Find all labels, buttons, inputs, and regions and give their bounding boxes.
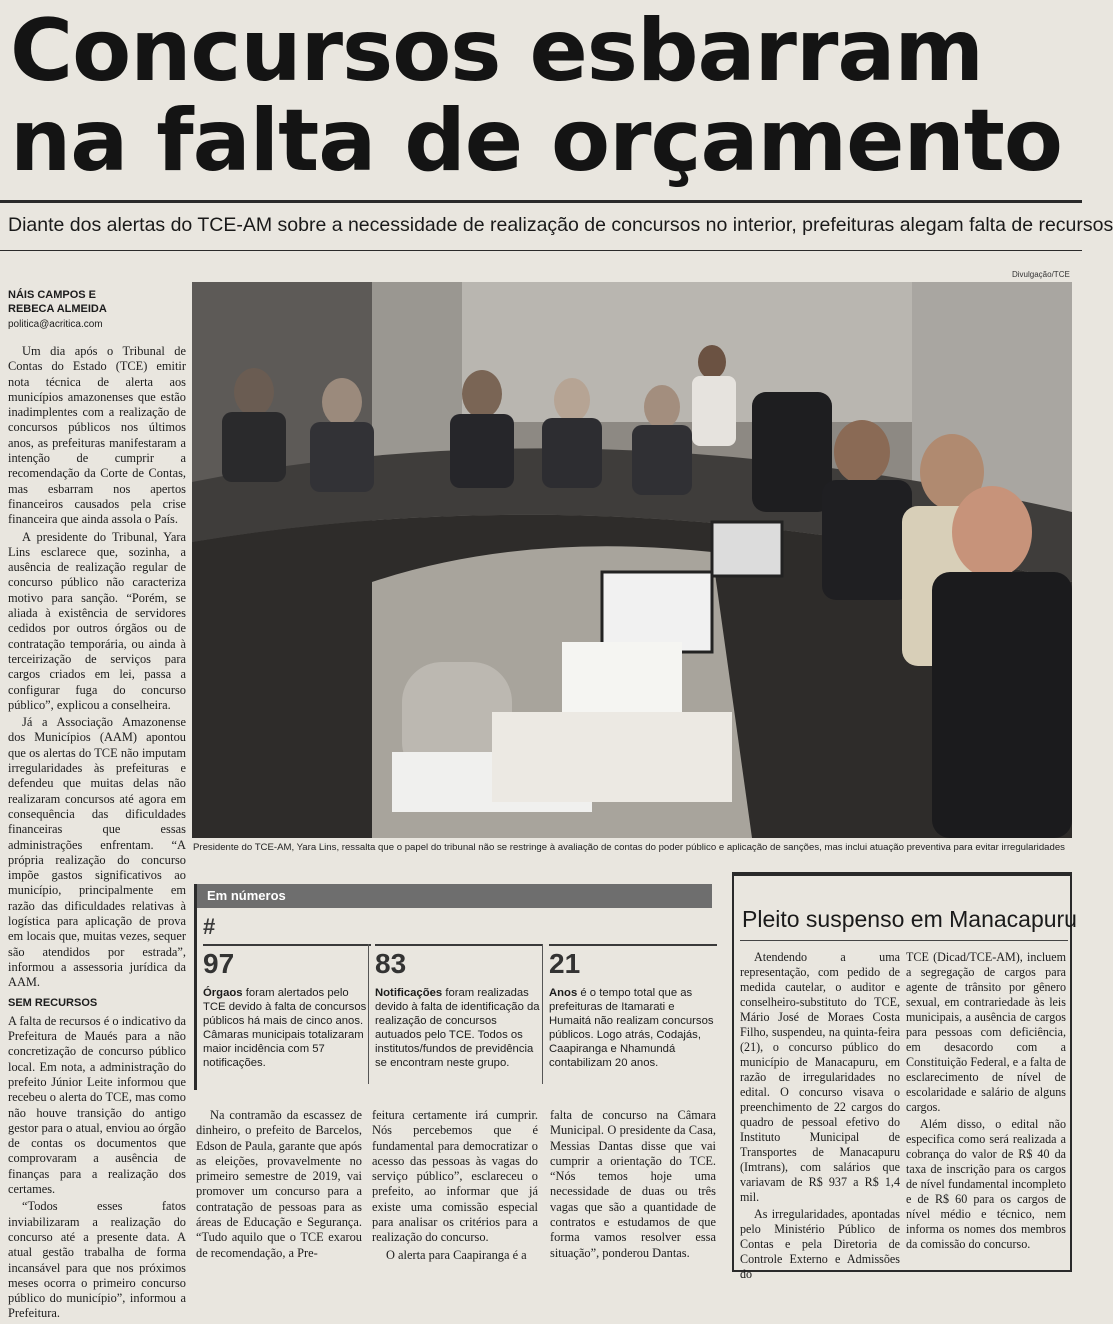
- stat-value-3: 21: [549, 944, 717, 982]
- stat-desc-2: foram realizadas devido à falta de identificação da realização de concursos autuados pelo TCE. Todos os institutos/fundos de previdência se encontram neste grupo.: [375, 987, 540, 1069]
- sidebar-paragraph-2: As irregularidades, apontadas pelo Ministério Público de Contas e pela Diretoria de Controle Externo e Admissões do: [740, 1207, 900, 1281]
- stat-divider-1: [368, 944, 369, 1084]
- left-column: [8, 344, 186, 1324]
- headline-line-2: na falta de orçamento: [10, 91, 1062, 191]
- stat-value-1: 97: [203, 944, 371, 982]
- bottom-column-2: [372, 1108, 538, 1265]
- photo-illustration: [192, 282, 1072, 838]
- bottom-column-1: [196, 1108, 362, 1263]
- stat-text-1: [203, 986, 371, 1070]
- byline-authors-1: NÁIS CAMPOS E: [8, 289, 97, 301]
- photo-caption: Presidente do TCE-AM, Yara Lins, ressalta que o papel do tribunal não se restringe à avaliação de contas do poder público e aplicação de sanções, mas inclui atuação preventiva para evitar irregularidades: [193, 842, 1065, 853]
- stat-value-2: 83: [375, 944, 543, 982]
- bottom-paragraph-3: falta de concurso na Câmara Municipal. O presidente da Casa, Messias Dantas disse que vai cumprir a orientação do TCE. “Nós temos hoje uma necessidade de duas ou três vagas que são a quantidade de contratos e estudamos de que forma vamos resolver essa situação”, ponderou Dantas.: [550, 1108, 716, 1260]
- stat-desc-3: é o tempo total que as prefeituras de Itamarati e Humaitá não realizam concursos públicos. Logo atrás, Codajás, Caapiranga e Nhamundá contabilizam 20 anos.: [549, 987, 714, 1069]
- stat-text-3: [549, 986, 717, 1070]
- sidebar-column-2: [906, 950, 1066, 1254]
- byline-email: politica@acritica.com: [8, 319, 103, 330]
- stat-desc-1: foram alertados pelo TCE devido à falta de concursos públicos há mais de cinco anos. Câmaras municipais totalizaram maior incidência com 57 notificações.: [203, 987, 367, 1069]
- stat-bold-1: Órgaos: [203, 987, 243, 999]
- em-numeros-box: [194, 884, 712, 1090]
- sidebar-title-rule: [740, 940, 1068, 941]
- sidebar-box: [732, 872, 1077, 1281]
- left-paragraph-2: A presidente do Tribunal, Yara Lins esclarece que, sozinha, a ausência de realização regular de concurso público não caracteriza motivo para sanção. “Porém, se aliada à existência de servidores cedidos por outros órgãos ou de contratação temporária, ou ainda à terceirização de serviços para cargos criados em lei, passa a configurar fuga do concurso público”, explicou a conselheira.: [8, 529, 186, 712]
- stat-text-2: [375, 986, 543, 1070]
- sidebar-paragraph-4: Além disso, o edital não especifica como será realizada a cobrança do valor de R$ 40 da taxa de inscrição para os cargos de nível fundamental incompleto e de R$ 60 para os cargos de nível médio e técnico, nem informa os nomes dos membros da comissão do concurso.: [906, 1117, 1066, 1251]
- stat-item-3: [549, 944, 717, 1070]
- tribunal-session-photo: [192, 282, 1072, 838]
- byline: [8, 288, 188, 316]
- byline-authors-2: REBECA ALMEIDA: [8, 303, 107, 315]
- stat-divider-2: [542, 944, 543, 1084]
- bottom-column-3: [550, 1108, 716, 1263]
- hash-icon: #: [203, 914, 216, 939]
- bottom-paragraph-1: Na contramão da escassez de dinheiro, o prefeito de Barcelos, Edson de Paula, garante que após as eleições, provavelmente no primeiro semestre de 2019, vai promover um concurso para a contratação de pessoas para as áreas de Educação e Segurança. “Tudo aquilo que o TCE exarou de recomendação, a Pre-: [196, 1108, 362, 1260]
- stat-item-1: [203, 944, 371, 1070]
- headline-line-1: Concursos esbarram: [10, 1, 984, 101]
- stat-bold-2: Notificações: [375, 987, 443, 999]
- left-paragraph-5: “Todos esses fatos inviabilizaram a realização do concurso até a presente data. A atual gestão trabalha de forma incansável para que nos próximos meses ocorra o primeiro concurso público do município”, informou a Prefeitura.: [8, 1199, 186, 1321]
- sidebar-paragraph-3: TCE (Dicad/TCE-AM), incluem a segregação de cargos para agente de trânsito por gênero sexual, em contrariedade às leis municipais, a ausência de cargos para pessoas com deficiência, em desacordo com a Constituição Federal, e a falta de esclarecimento de nível de escolaridade e salário de alguns cargos.: [906, 950, 1066, 1114]
- deck-rule: [0, 250, 1082, 251]
- headline-rule: [0, 200, 1082, 203]
- sidebar-column-1: [740, 950, 900, 1284]
- photo-credit: Divulgação/TCE: [1012, 270, 1070, 279]
- stat-bold-3: Anos: [549, 987, 578, 999]
- headline: [10, 1, 1076, 191]
- deck: Diante dos alertas do TCE-AM sobre a necessidade de realização de concursos no interior, prefeituras alegam falta de recursos: [8, 214, 1113, 236]
- bottom-paragraph-2b: O alerta para Caapiranga é a: [386, 1247, 527, 1262]
- bottom-paragraph-2a: feitura certamente irá cumprir. Nós percebemos que é fundamental para democratizar o acesso das pessoas às vagas do serviço público”, esclareceu o prefeito, ao informar que já existe uma comissão especial para analisar os critérios para a realização do concurso.: [372, 1108, 538, 1245]
- em-numeros-title: Em números: [197, 884, 712, 908]
- subhead-sem-recursos: SEM RECURSOS: [8, 997, 98, 1010]
- left-paragraph-4: A falta de recursos é o indicativo da Prefeitura de Maués para a não concretização de concurso público local. Em nota, a administração do prefeito Júnior Leite informou que recebeu o alerta do TCE, mas como não houve transição do antigo gestor para o atual, enviou ao órgão de contas os documentos que comprovaram a ausência de finanças para a realização dos certames.: [8, 1013, 186, 1197]
- sidebar-paragraph-1: Atendendo a uma representação, com pedido de medida cautelar, o auditor e conselheiro-substituto do TCE, Mário José de Moraes Costa Filho, suspendeu, na quinta-feira (21), o concurso público do município de Manacapuru, em razão de irregularidades no edital. O concurso visava o preenchimento de 22 cargos do quadro de pessoal efetivo do Instituto Municipal de Transportes de Manacapuru (Imtrans), com salários que variavam de R$ 937 a R$ 1,4 mil.: [740, 950, 900, 1204]
- left-paragraph-1: Um dia após o Tribunal de Contas do Estado (TCE) emitir nota técnica de alerta aos municípios amazonenses que estão inadimplentes com a realização de concursos públicos nos últimos anos, as prefeituras manifestaram a intenção de cumprir a recomendação da Corte de Contas, mas esbarram nos apertos financeiros causados pela crise financeira que ainda assola o País.: [8, 344, 186, 527]
- sidebar-title: Pleito suspenso em Manacapuru: [742, 906, 1077, 932]
- left-paragraph-3: Já a Associação Amazonense dos Municípios (AAM) apontou que os alertas do TCE não imputam irregularidades às prefeituras e defendeu que muitas delas não realizaram concursos até agora em consequência das dificuldades financeiras que essas administrações enfrentam. “A própria realização do concurso impõe gastos significativos ao município, principalmente em razão das dificuldades relativas à logística para aplicação de prova em locais que, muitas vezes, sequer são atendidos por estrada”, informou a assessoria jurídica da AAM.: [8, 715, 186, 990]
- stat-item-2: [375, 944, 543, 1070]
